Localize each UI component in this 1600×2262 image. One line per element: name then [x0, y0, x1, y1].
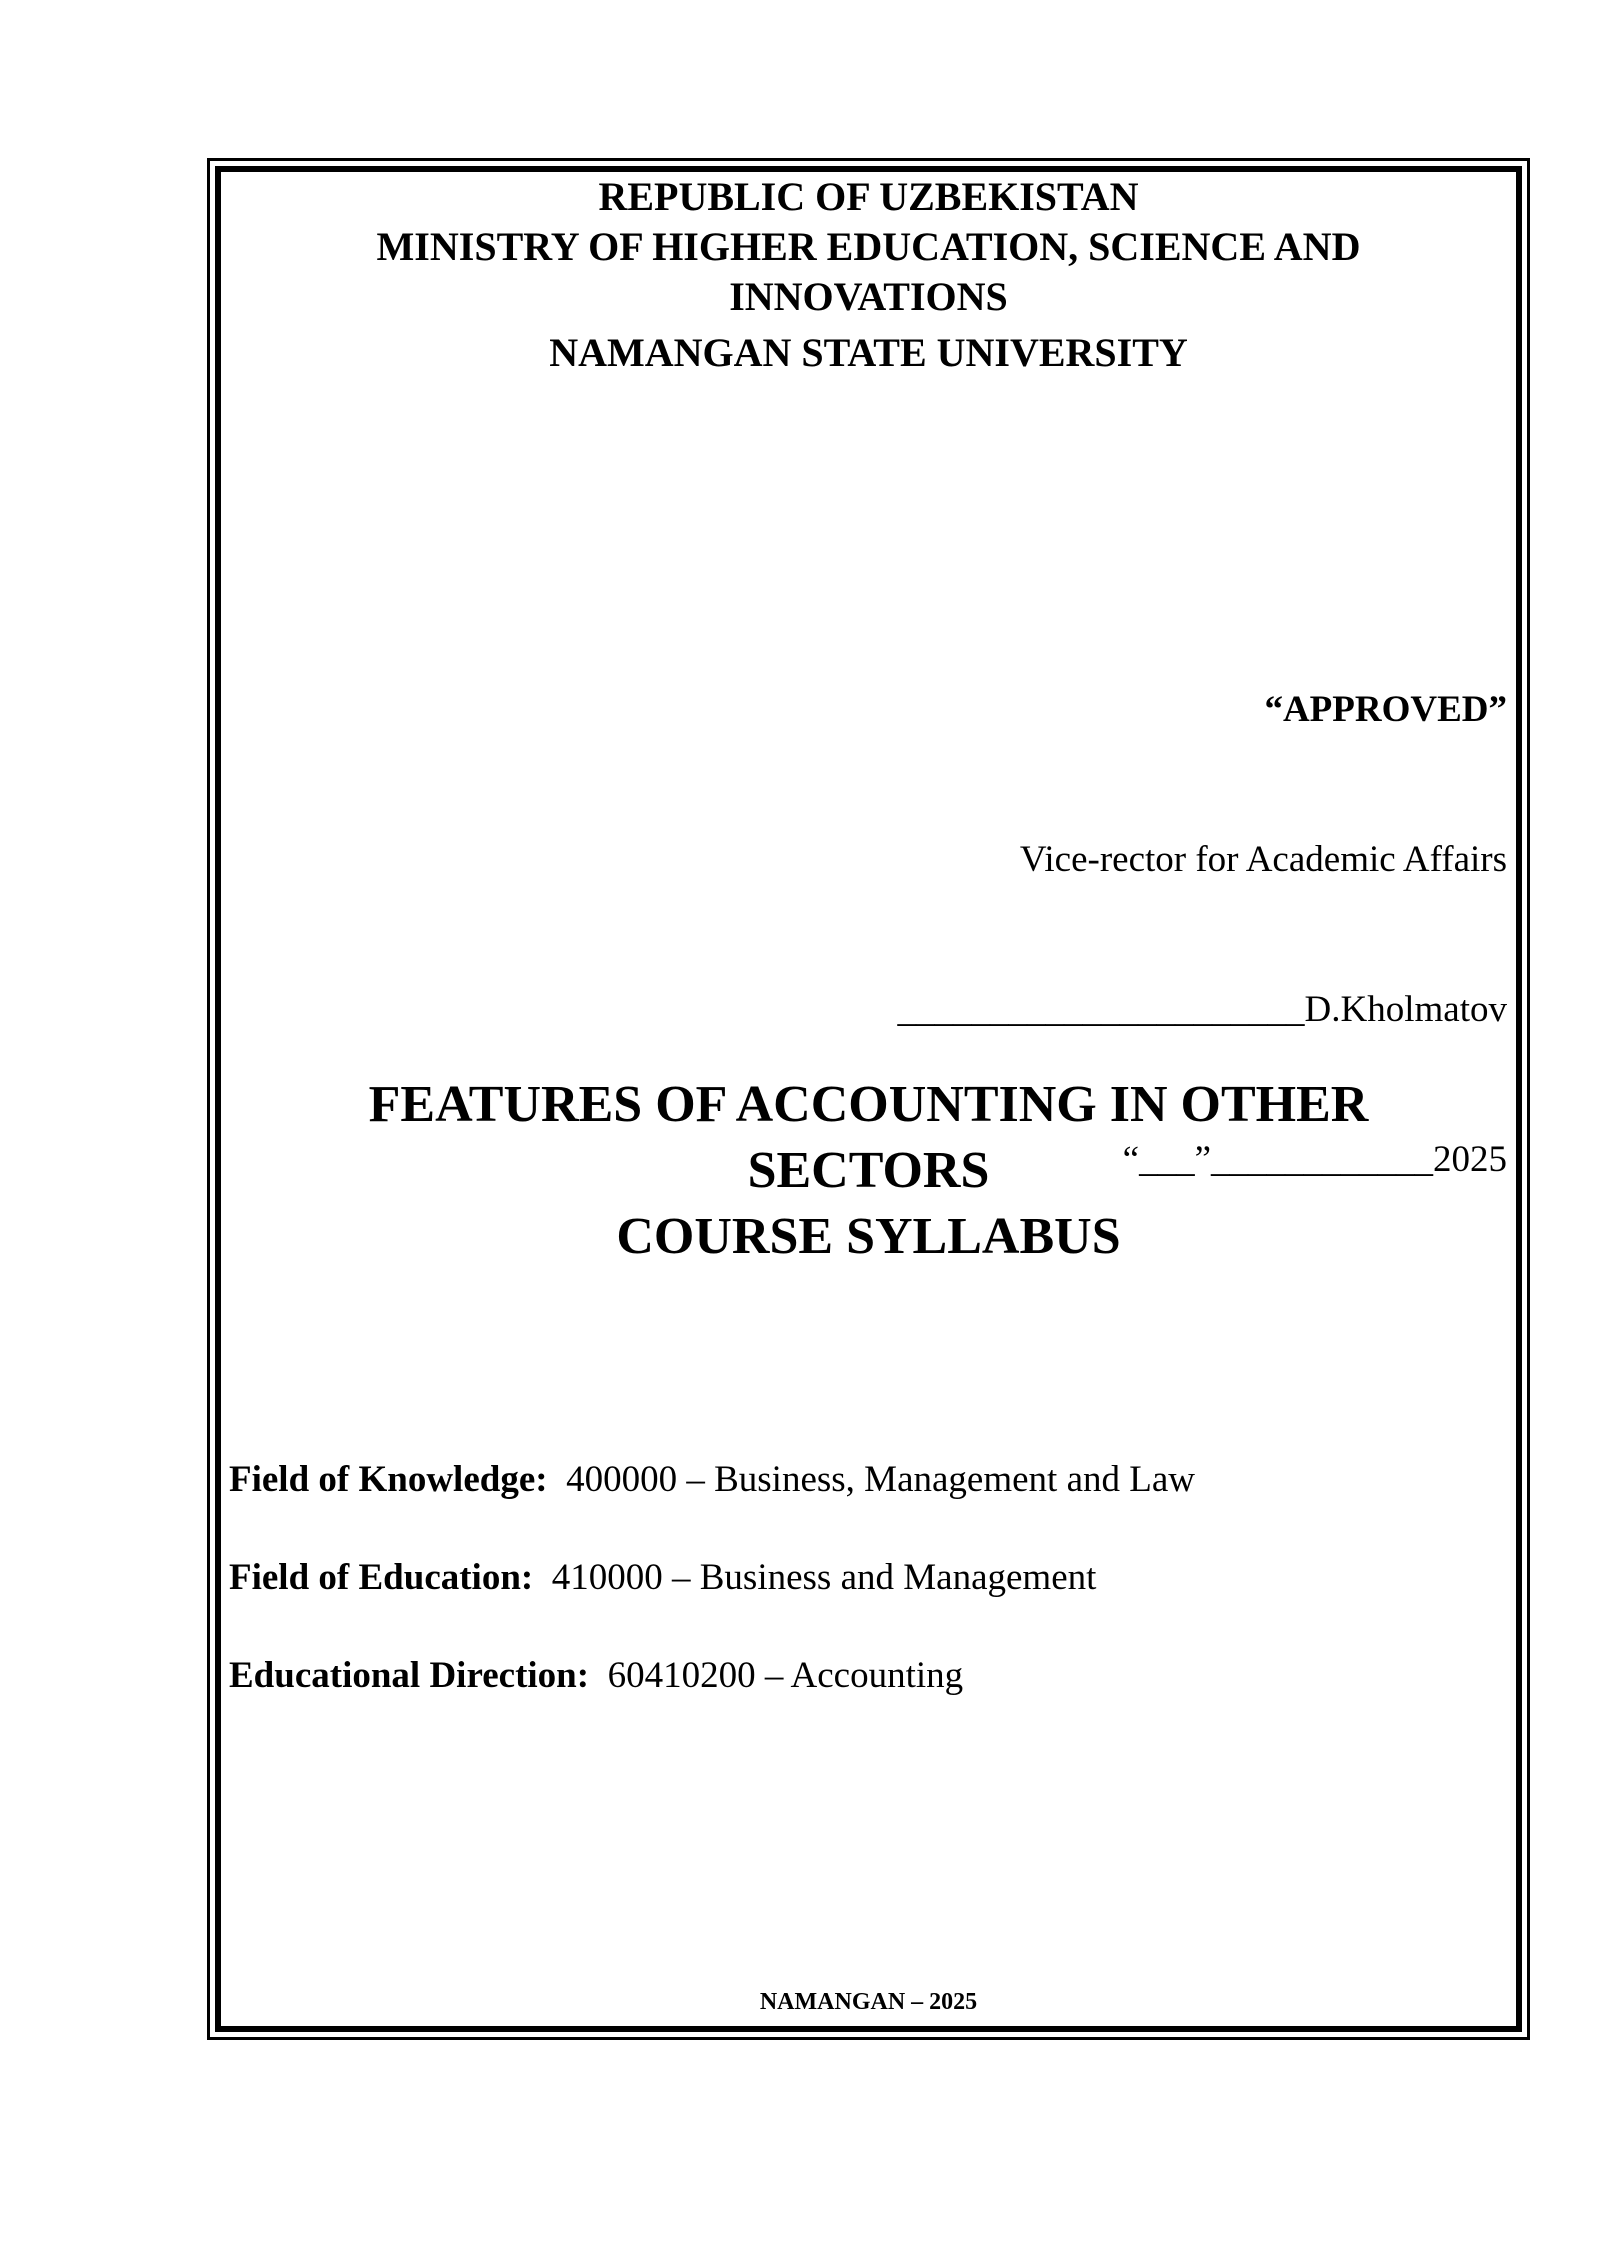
title-page — [221, 172, 1516, 2026]
signature-line: ______________________D.Kholmatov — [897, 989, 1507, 1030]
approval-heading: “APPROVED” — [1264, 689, 1507, 730]
field-label: Educational Direction: — [229, 1655, 590, 1696]
field-row-knowledge — [229, 1455, 1195, 1505]
university-name: NAMANGAN STATE UNIVERSITY — [549, 330, 1188, 375]
country-name: REPUBLIC OF UZBEKISTAN — [598, 174, 1139, 219]
title-line2: SECTORS — [747, 1142, 990, 1199]
approval-date-line: “___”____________2025 — [1122, 1139, 1507, 1180]
place-year-footer: NAMANGAN – 2025 — [759, 1989, 978, 2015]
field-row-direction — [229, 1651, 1195, 1701]
approver-position: Vice-rector for Academic Affairs — [1019, 839, 1507, 880]
field-row-education — [229, 1553, 1195, 1603]
field-label: Field of Knowledge: — [229, 1459, 548, 1500]
field-list — [229, 1455, 1195, 1749]
title-line3: COURSE SYLLABUS — [616, 1208, 1121, 1265]
field-value: 410000 – Business and Management — [551, 1557, 1097, 1598]
field-value: 400000 – Business, Management and Law — [566, 1459, 1195, 1500]
ministry-name-line1: MINISTRY OF HIGHER EDUCATION, SCIENCE AND — [376, 224, 1361, 269]
field-label: Field of Education: — [229, 1557, 534, 1598]
institution-header — [221, 172, 1516, 378]
title-line1: FEATURES OF ACCOUNTING IN OTHER — [368, 1076, 1369, 1133]
document-title — [221, 1072, 1516, 1270]
field-value: 60410200 – Accounting — [607, 1655, 964, 1696]
ministry-name-line2: INNOVATIONS — [729, 274, 1008, 319]
